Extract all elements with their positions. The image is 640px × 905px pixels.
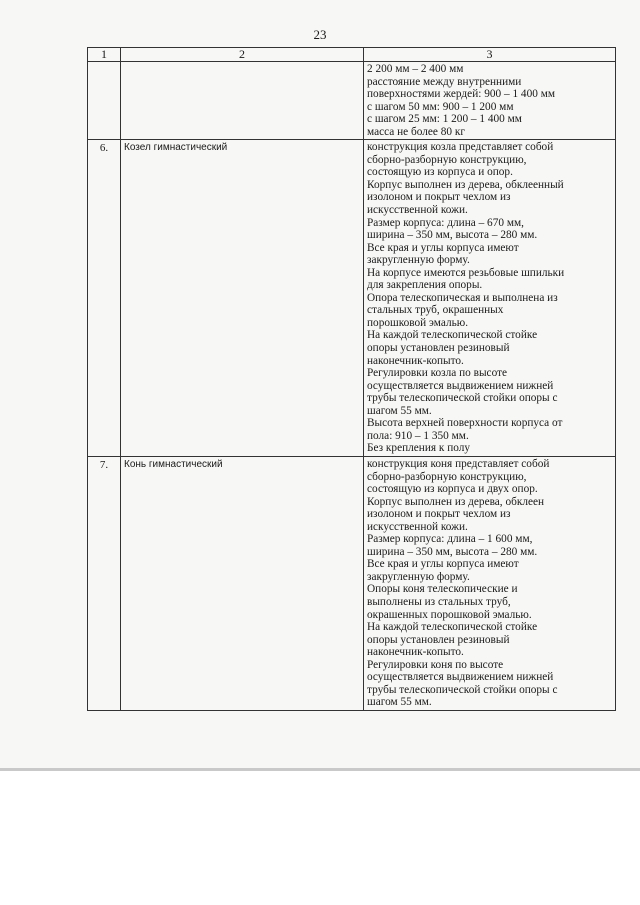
spec-line: осуществляется выдвижением нижней: [367, 671, 554, 684]
spec-line: Регулировки коня по высоте: [367, 658, 504, 671]
specification-cell: [364, 62, 616, 140]
spec-line: поверхностями жердей: 900 – 1 400 мм: [367, 88, 555, 101]
spec-line: выполнены из стальных труб,: [367, 595, 511, 608]
spec-line: Размер корпуса: длина – 1 600 мм,: [367, 533, 533, 546]
table-row: [88, 140, 616, 457]
spec-line: конструкция коня представляет собой: [367, 457, 550, 470]
spec-line: Высота верхней поверхности корпуса от: [367, 417, 563, 430]
specification-table: [87, 47, 616, 711]
spec-line: искусственной кожи.: [367, 520, 468, 533]
spec-line: окрашенных порошковой эмалью.: [367, 608, 532, 621]
spec-line: сборно-разборную конструкцию,: [367, 153, 527, 166]
spec-line: Корпус выполнен из дерева, обклеенный: [367, 178, 564, 191]
spec-line: порошковой эмалью.: [367, 316, 469, 329]
spec-line: закругленную форму.: [367, 254, 470, 267]
spec-line: шагом 55 мм.: [367, 404, 432, 417]
spec-line: закругленную форму.: [367, 570, 470, 583]
column-header-2: 2: [121, 48, 364, 62]
spec-line: состоящую из корпуса и опор.: [367, 166, 513, 179]
row-number-cell: 7.: [88, 456, 121, 710]
spec-line: расстояние между внутренними: [367, 75, 522, 88]
spec-line: искусственной кожи.: [367, 204, 468, 217]
spec-line: трубы телескопической стойки опоры с: [367, 683, 558, 696]
spec-line: Регулировки козла по высоте: [367, 367, 508, 380]
spec-line: Корпус выполнен из дерева, обклеен: [367, 495, 545, 508]
spec-line: сборно-разборную конструкцию,: [367, 470, 527, 483]
spec-line: опоры установлен резиновый: [367, 633, 510, 646]
table-header-row: [88, 48, 616, 62]
spec-line: Размер корпуса: длина – 670 мм,: [367, 216, 524, 229]
table-row: [88, 62, 616, 140]
spec-line: 2 200 мм – 2 400 мм: [367, 63, 464, 75]
table-row: [88, 456, 616, 710]
table-body: [88, 62, 616, 711]
page-number: 23: [313, 27, 327, 42]
spec-line: изолоном и покрыт чехлом из: [367, 508, 511, 521]
specification-cell: [364, 140, 616, 457]
spec-line: стальных труб, окрашенных: [367, 304, 504, 317]
specification-cell: [364, 456, 616, 710]
spec-line: шагом 55 мм.: [367, 696, 432, 709]
row-number-cell: [88, 62, 121, 140]
spec-line: с шагом 50 мм: 900 – 1 200 мм: [367, 100, 514, 113]
spec-line: Опора телескопическая и выполнена из: [367, 291, 558, 304]
spec-line: состоящую из корпуса и двух опор.: [367, 483, 538, 496]
spec-line: осуществляется выдвижением нижней: [367, 379, 554, 392]
spec-line: ширина – 350 мм, высота – 280 мм.: [367, 229, 538, 242]
row-number-cell: 6.: [88, 140, 121, 457]
spec-line: На каждой телескопической стойке: [367, 621, 538, 634]
spec-line: масса не более 80 кг: [367, 125, 465, 138]
item-name-cell: Конь гимнастический: [121, 456, 364, 710]
item-name-cell: [121, 62, 364, 140]
spec-line: наконечник-копыто.: [367, 646, 464, 659]
spec-line: ширина – 350 мм, высота – 280 мм.: [367, 545, 538, 558]
spec-line: наконечник-копыто.: [367, 354, 464, 367]
spec-line: с шагом 25 мм: 1 200 – 1 400 мм: [367, 113, 522, 126]
page-bottom-edge: [0, 768, 640, 771]
spec-line: Все края и углы корпуса имеют: [367, 241, 519, 254]
column-header-1: 1: [88, 48, 121, 62]
spec-line: Все края и углы корпуса имеют: [367, 558, 519, 571]
spec-line: конструкция козла представляет собой: [367, 141, 554, 154]
spec-line: Опоры коня телескопические и: [367, 583, 518, 596]
spec-line: На корпусе имеются резьбовые шпильки: [367, 266, 565, 279]
spec-line: изолоном и покрыт чехлом из: [367, 191, 511, 204]
column-header-3: 3: [364, 48, 616, 62]
spec-line: опоры установлен резиновый: [367, 342, 510, 355]
spec-line: пола: 910 – 1 350 мм.: [367, 429, 469, 442]
spec-line: трубы телескопической стойки опоры с: [367, 392, 558, 405]
spec-line: На каждой телескопической стойке: [367, 329, 538, 342]
spec-line: для закрепления опоры.: [367, 279, 483, 292]
item-name-cell: Козел гимнастический: [121, 140, 364, 457]
spec-line: Без крепления к полу: [367, 442, 471, 455]
